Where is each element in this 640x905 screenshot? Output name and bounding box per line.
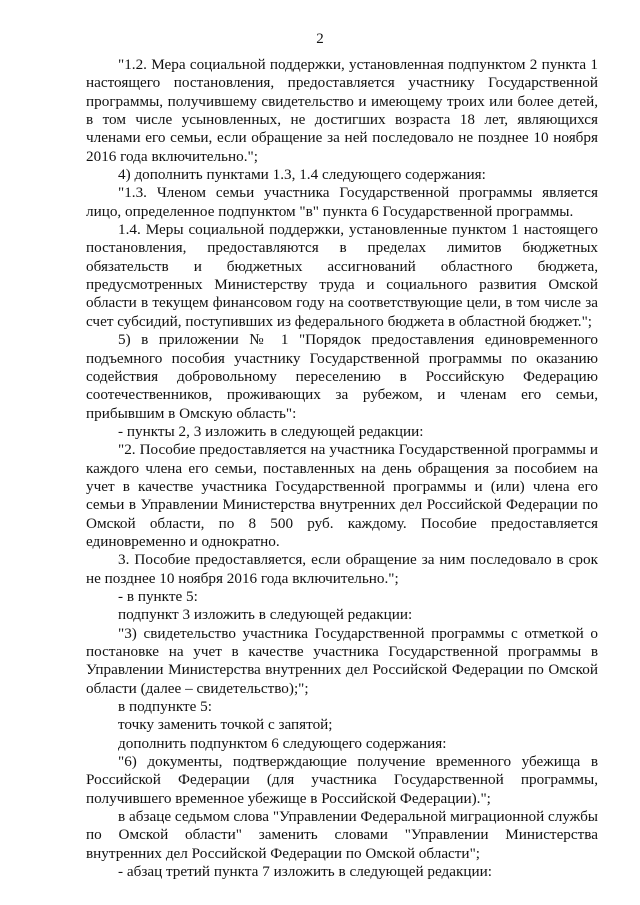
paragraph-subpoint-3: "3) свидетельство участника Государственной программы с отметкой о постановке на учет в качестве участника Государственной программы в Управлении Министерства внутренних дел Российской Федерации по Омской области (далее – свидетельство);"; [86, 624, 598, 697]
paragraph-1-4: 1.4. Меры социальной поддержки, установленные пунктом 1 настоящего постановления, предоставляются в пределах лимитов бюджетных обязательств и бюджетных ассигнований областного бюджета, предусмотренных Министерству труда и социального развития Омской области в текущем финансовом году на соответствующие цели, в том числе за счет субсидий, поступивших из федерального бюджета в областной бюджет."; [86, 221, 598, 330]
document-body [86, 56, 598, 881]
paragraph-seventh-indent: в абзаце седьмом слова "Управлении Федеральной миграционной службы по Омской области" заменить словами "Управлении Министерства внутренних дел Российской Федерации по Омской области"; [86, 808, 598, 862]
paragraph-subpoint-3-intro: подпункт 3 изложить в следующей редакции: [118, 606, 413, 624]
paragraph-add-subpoint-6: дополнить подпунктом 6 следующего содержания: [118, 734, 447, 752]
paragraph-point-7: - абзац третий пункта 7 изложить в следующей редакции: [118, 863, 492, 881]
paragraph-in-point-5: - в пункте 5: [118, 587, 198, 605]
paragraph-replace-period: точку заменить точкой с запятой; [118, 716, 333, 734]
paragraph-1-2: "1.2. Мера социальной поддержки, установленная подпунктом 2 пункта 1 настоящего постановления, предоставляется участнику Государственной программы, получившему свидетельство и имеющему троих или более детей, в том числе усыновленных, не достигших возраста 18 лет, являющихся членами его семьи, если обращение за ней последовало не позднее 10 ноября 2016 года включительно."; [86, 56, 598, 165]
paragraph-points-2-3: - пункты 2, 3 изложить в следующей редакции: [118, 422, 424, 440]
paragraph-in-subpoint-5: в подпункте 5: [118, 698, 212, 716]
page-number: 2 [316, 31, 324, 47]
paragraph-item-4: 4) дополнить пунктами 1.3, 1.4 следующего содержания: [118, 166, 486, 184]
paragraph-point-3: 3. Пособие предоставляется, если обращение за ним последовало в срок не позднее 10 ноября 2016 года включительно."; [86, 551, 598, 587]
paragraph-item-5: 5) в приложении № 1 "Порядок предоставления единовременного подъемного пособия участнику Государственной программы по оказанию содействия добровольному переселению в Российскую Федерацию соотечественников, проживающих за рубежом, и членам его семьи, прибывшим в Омскую область": [86, 331, 598, 422]
paragraph-1-3: "1.3. Членом семьи участника Государственной программы является лицо, определенное подпунктом "в" пункта 6 Государственной программы. [86, 184, 598, 220]
paragraph-subpoint-6: "6) документы, подтверждающие получение временного убежища в Российской Федерации (для участника Государственной программы, получившего временное убежище в Российской Федерации)."; [86, 753, 598, 807]
paragraph-point-2: "2. Пособие предоставляется на участника Государственной программы и каждого члена его семьи, поставленных на день обращения за пособием на учет в качестве участника Государственной программы и (или) члена его семьи в Управлении Министерства внутренних дел Российской Федерации по Омской области, по 8 500 руб. каждому. Пособие предоставляется единовременно и однократно. [86, 441, 598, 550]
